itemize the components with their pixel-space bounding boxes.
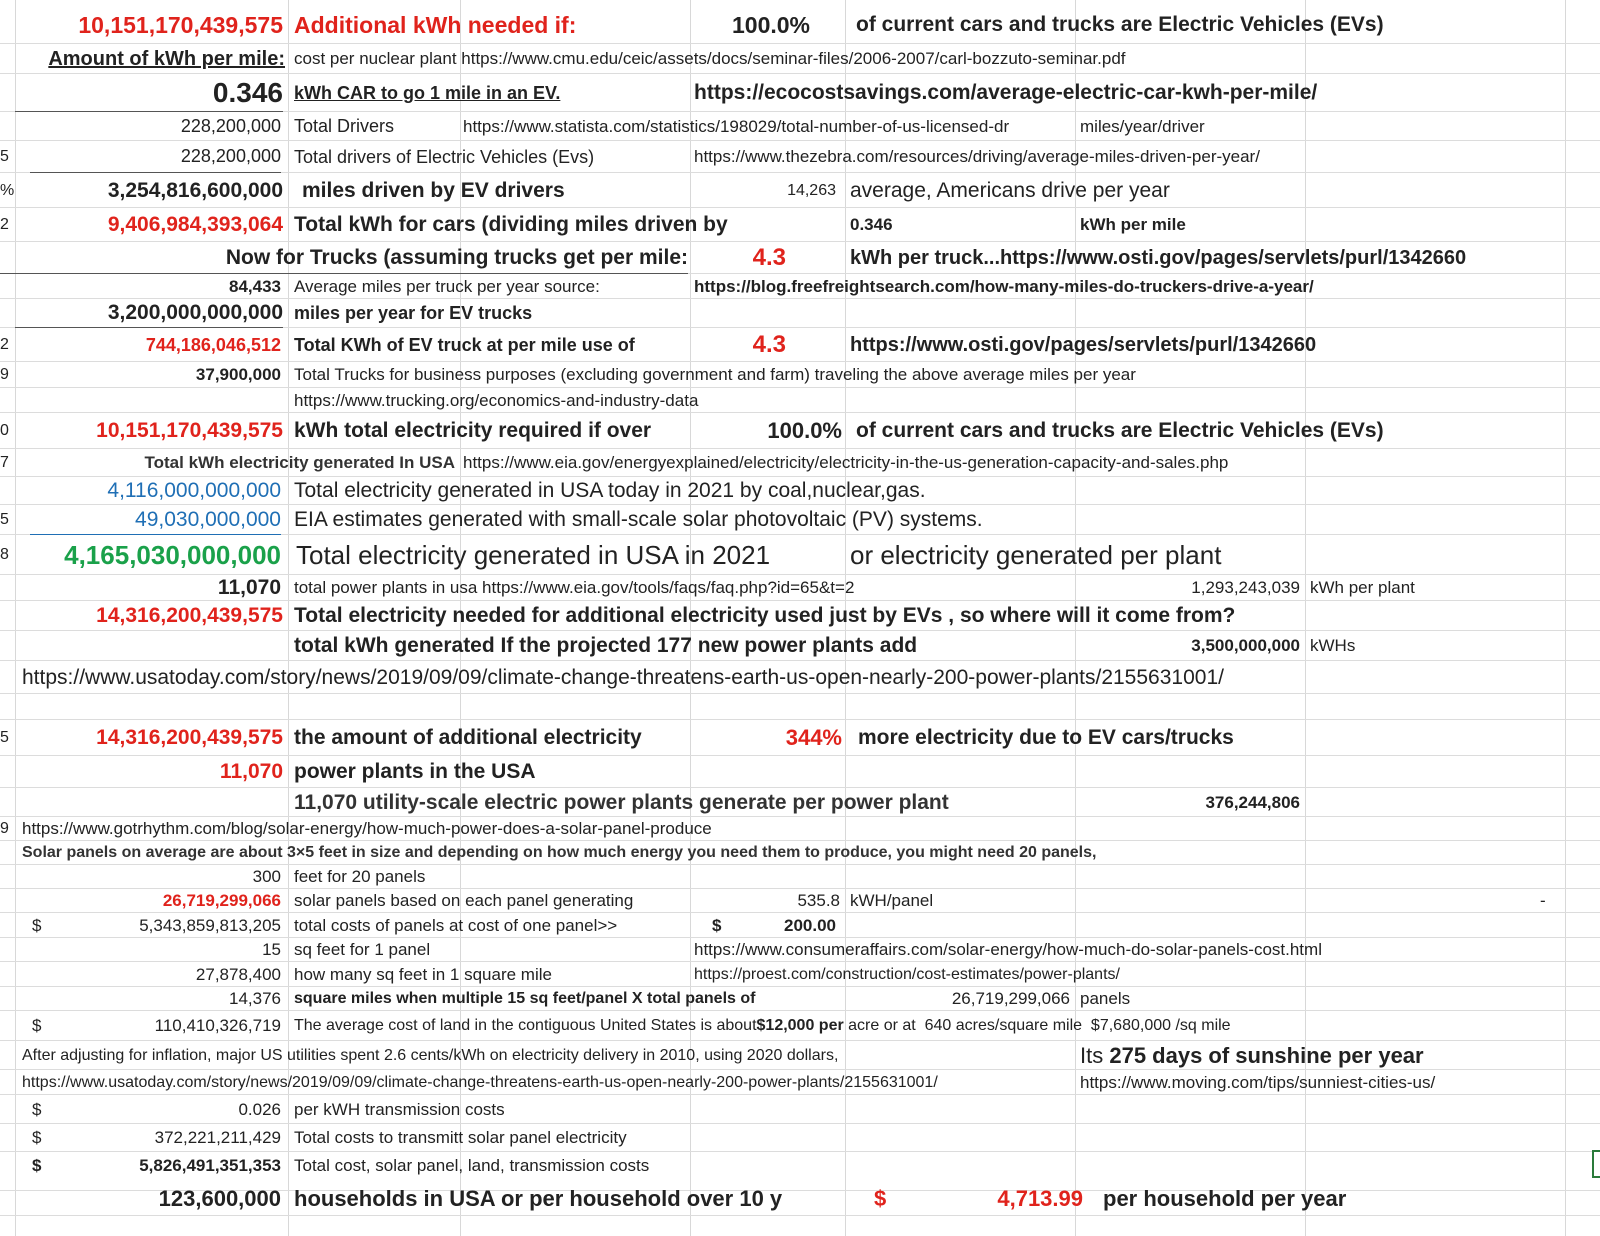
cell-ev-drivers[interactable]: 228,200,000 (30, 141, 281, 173)
cell-square-miles-label[interactable]: square miles when multiple 15 sq feet/panel X total panels of (294, 990, 756, 1007)
cell-truck-miles-label[interactable]: miles per year for EV trucks (294, 303, 533, 323)
cell-edge: 5 (0, 148, 9, 165)
sheet-row (0, 362, 1600, 388)
sheet-row (0, 74, 1600, 112)
sheet-row (0, 661, 1600, 694)
cell-kwh-panel-unit[interactable]: kWH/panel (850, 891, 934, 910)
cell-more-electricity-label[interactable]: more electricity due to EV cars/trucks (858, 726, 1234, 749)
cell-solar-note[interactable]: Solar panels on average are about 3×5 feet in size and depending on how much energy you need them to produce, you might need 20 panels, (22, 844, 1097, 861)
cell-truck-kwh-total[interactable]: 744,186,046,512 (145, 334, 281, 355)
cell-currency: $ (32, 1128, 42, 1147)
cell-total-cost[interactable]: 5,826,491,351,353 (139, 1156, 281, 1175)
cell-dash[interactable]: - (1540, 891, 1546, 910)
cell-total-generated[interactable]: 4,116,000,000,000 (107, 479, 281, 502)
cell-panels-total[interactable]: 26,719,299,066 (951, 989, 1070, 1008)
cell-ecocost-link[interactable]: https://ecocostsavings.com/average-electric-car-kwh-per-mile/ (694, 81, 1318, 104)
cell-edge: 8 (0, 546, 9, 563)
sheet-row (0, 1011, 1600, 1041)
cell-transmission-rate[interactable]: 0.026 (238, 1099, 281, 1119)
cell-total-additional-kwh[interactable]: 10,151,170,439,575 (78, 11, 283, 38)
sunshine-prefix: Its (1080, 1042, 1110, 1068)
cell-miles-year-driver[interactable]: miles/year/driver (1080, 116, 1205, 136)
sheet-row (0, 6, 1600, 44)
cell-truck-miles[interactable]: 3,200,000,000,000 (15, 299, 283, 328)
cell-panel-costs[interactable]: 5,343,859,813,205 (139, 915, 281, 935)
cell-edge: 2 (0, 216, 9, 233)
cell-sqft-sqmile-label[interactable]: how many sq feet in 1 square mile (294, 964, 552, 984)
sheet-row (0, 328, 1600, 362)
cell-total-drivers-label[interactable]: Total Drivers (294, 116, 395, 136)
cell-miles-driven-label[interactable]: miles driven by EV drivers (302, 178, 565, 202)
cell-additional-kwh-label[interactable]: Additional kWh needed if: (294, 11, 577, 38)
cell-total-generated-label[interactable]: Total electricity generated in USA today in 2021 by coal,nuclear,gas. (294, 479, 926, 502)
cell-gotrhythm-link[interactable]: https://www.gotrhythm.com/blog/solar-energy/how-much-power-does-a-solar-panel-produce (22, 819, 712, 838)
sheet-row (0, 505, 1600, 535)
cell-truck-kwh-rate[interactable]: 4.3 (752, 331, 786, 358)
cell-solar-panels-label[interactable]: solar panels based on each panel generating (294, 891, 634, 910)
cell-truck-kwh-label[interactable]: Total KWh of EV truck at per mile use of (294, 334, 635, 355)
cell-ev-percent-2[interactable]: 100.0% (767, 418, 842, 443)
sheet-row (0, 889, 1600, 913)
cell-currency: $ (32, 1016, 42, 1035)
sheet-row (0, 788, 1600, 817)
cell-edge: 5 (0, 511, 9, 528)
sheet-row (0, 1070, 1600, 1095)
cell-currency: $ (712, 915, 722, 935)
cell-statista-link[interactable]: https://www.statista.com/statistics/198029/total-number-of-us-licensed-dr (463, 116, 1010, 136)
cell-sqft-panel[interactable]: 15 (262, 940, 281, 959)
cell-total-trucks-label[interactable]: Total Trucks for business purposes (excluding government and farm) traveling the above average miles per year (294, 365, 1136, 384)
sheet-row (0, 242, 1600, 274)
cell-feet-20-panels[interactable]: 300 (252, 867, 281, 886)
cell-sqft-sqmile[interactable]: 27,878,400 (195, 964, 281, 984)
cell-total-kwh-usa-label[interactable]: Total kWh electricity generated In USA (144, 453, 455, 472)
sheet-row (0, 962, 1600, 987)
cell-ev-label-2[interactable]: of current cars and trucks are Electric Vehicles (EVs) (856, 419, 1384, 442)
sheet-row (0, 913, 1600, 938)
sheet-row (0, 413, 1600, 449)
cell-total-plants-label[interactable]: total power plants in usa https://www.eia.gov/tools/faqs/faq.php?id=65&t=2 (294, 578, 855, 597)
sheet-row (0, 938, 1600, 962)
cell-total-kwh-cars[interactable]: 9,406,984,393,064 (107, 213, 283, 236)
cell-kwh-per-plant-label[interactable]: kWh per plant (1310, 578, 1415, 597)
cell-transmission-rate-label[interactable]: per kWH transmission costs (294, 1099, 505, 1119)
sheet-row (0, 756, 1600, 788)
sheet-row (0, 1124, 1600, 1152)
cell-kwh-car-label[interactable]: kWh CAR to go 1 mile in an EV. (294, 82, 561, 103)
sheet-row (0, 388, 1600, 413)
cell-total-drivers[interactable]: 228,200,000 (180, 116, 281, 136)
sheet-row (0, 449, 1600, 477)
cell-total-plants[interactable]: 11,070 (217, 576, 281, 599)
sheet-row (0, 477, 1600, 505)
cell-square-miles[interactable]: 14,376 (229, 989, 281, 1008)
cell-per-plant-label[interactable]: or electricity generated per plant (850, 539, 1222, 570)
cell-households[interactable]: 123,600,000 (158, 1186, 281, 1211)
cell-thezebra-link[interactable]: https://www.thezebra.com/resources/driving/average-miles-driven-per-year/ (694, 147, 1260, 166)
cell-miles-per-truck[interactable]: 84,433 (229, 276, 281, 296)
cell-total-2021-label[interactable]: Total electricity generated in USA in 2021 (296, 539, 771, 570)
sheet-row (0, 841, 1600, 865)
cell-households-label[interactable]: households in USA or per household over 10 y (294, 1186, 783, 1211)
cell-edge: 5 (0, 729, 9, 746)
sheet-row (0, 865, 1600, 889)
cell-edge: 2 (0, 336, 9, 353)
cell-utility-scale-label[interactable]: 11,070 utility-scale electric power plants generate per power plant (294, 790, 949, 814)
sheet-row (0, 274, 1600, 299)
cell-average-miles[interactable]: 14,263 (787, 181, 836, 199)
cell-total-2021[interactable]: 4,165,030,000,000 (64, 539, 281, 570)
cell-feet-20-panels-label[interactable]: feet for 20 panels (294, 867, 426, 886)
cell-consumeraffairs-link[interactable]: https://www.consumeraffairs.com/solar-energy/how-much-do-solar-panels-cost.html (694, 940, 1322, 959)
cell-kwh-total-required-label[interactable]: kWh total electricity required if over (294, 419, 652, 442)
cell-land-cost[interactable]: 110,410,326,719 (154, 1016, 281, 1035)
cell-miles-driven-ev[interactable]: 3,254,816,600,000 (107, 178, 283, 202)
cell-additional-electricity-label[interactable]: the amount of additional electricity (294, 726, 642, 749)
cell-truck-kwh[interactable]: 4.3 (752, 244, 786, 271)
cell-new-plants-label[interactable]: total kWh generated If the projected 177 new power plants add (294, 634, 918, 657)
cell-sqft-panel-label[interactable]: sq feet for 1 panel (294, 940, 431, 959)
cell-plants-usa[interactable]: 11,070 (219, 760, 283, 783)
sheet-row (0, 720, 1600, 756)
sheet-row (0, 1180, 1600, 1218)
cell-moving-link[interactable]: https://www.moving.com/tips/sunniest-cities-us/ (1080, 1072, 1436, 1092)
sheet-row (0, 601, 1600, 631)
cell-kwh-per-plant[interactable]: 1,293,243,039 (1191, 578, 1300, 597)
cell-kwh-truck-link[interactable]: kWh per truck...https://www.osti.gov/pages/servlets/purl/1342660 (850, 246, 1467, 269)
cell-total-trucks[interactable]: 37,900,000 (195, 365, 281, 384)
sheet-row (0, 208, 1600, 242)
cell-usatoday-link-2[interactable]: https://www.usatoday.com/story/news/2019/09/09/climate-change-threatens-earth-us-open-nearly-200-power-plants/2155631001/ (22, 1073, 938, 1091)
cell-eia-link[interactable]: https://www.eia.gov/energyexplained/electricity/electricity-in-the-us-generation-capacity-and-sales.php (463, 453, 1229, 472)
cell-kwh-total-required[interactable]: 10,151,170,439,575 (96, 419, 283, 442)
sheet-row (0, 631, 1600, 661)
sheet-row (0, 44, 1600, 74)
cell-kwh-per-mile-value[interactable]: 0.346 (15, 74, 283, 112)
sheet-row (0, 1095, 1600, 1124)
cell-kwhs-unit[interactable]: kWHs (1310, 636, 1356, 655)
cell-total-needed-label[interactable]: Total electricity needed for additional electricity used just by EVs , so where will it come from? (294, 604, 1236, 627)
sheet-row (0, 987, 1600, 1011)
cell-ev-drivers-label[interactable]: Total drivers of Electric Vehicles (Evs) (294, 146, 595, 167)
cell-solar-generated[interactable]: 49,030,000,000 (30, 505, 281, 535)
cell-currency: $ (874, 1186, 887, 1211)
sheet-row (0, 112, 1600, 141)
cell-kwh-per-mile-label[interactable]: kWh per mile (1080, 215, 1186, 234)
sheet-row (0, 1152, 1600, 1180)
cell-average-label[interactable]: average, Americans drive per year (850, 178, 1170, 202)
cell-edge: 9 (0, 820, 9, 837)
cell-kwh-per-mile-heading[interactable]: Amount of kWh per mile: (48, 47, 285, 70)
selection-handle[interactable] (1592, 1150, 1600, 1178)
sheet-row (0, 141, 1600, 173)
sheet-row (0, 575, 1600, 601)
cell-per-household-cost[interactable]: 4,713.99 (997, 1186, 1083, 1211)
cell-solar-panels-count[interactable]: 26,719,299,066 (162, 891, 281, 910)
cell-total-kwh-cars-label[interactable]: Total kWh for cars (dividing miles driven by (294, 213, 728, 236)
cell-per-household-label[interactable]: per household per year (1103, 1186, 1347, 1211)
cell-currency: $ (32, 1156, 42, 1175)
sheet-row (0, 817, 1600, 841)
sheet-row (0, 535, 1600, 575)
cell-ev-label[interactable]: of current cars and trucks are Electric Vehicles (EVs) (856, 13, 1384, 36)
sheet-row (0, 1041, 1600, 1070)
cell-land-cost-label[interactable] (294, 1011, 1231, 1041)
cell-trucks-heading[interactable]: Now for Trucks (assuming trucks get per mile: (0, 242, 688, 274)
cell-panel-costs-label[interactable]: total costs of panels at cost of one panel>> (294, 915, 618, 935)
cell-new-plants-kwh[interactable]: 3,500,000,000 (1191, 636, 1300, 655)
sunshine-days: 275 days of sunshine per year (1109, 1042, 1424, 1068)
land-cost-text: The average cost of land in the contiguous United States is about (294, 1017, 757, 1034)
cell-edge: 9 (0, 366, 9, 383)
cell-panel-price[interactable]: 200.00 (784, 915, 836, 935)
cell-edge: 7 (0, 454, 9, 471)
cell-ev-percent[interactable]: 100.0% (731, 11, 810, 38)
cell-more-percent[interactable]: 344% (785, 725, 842, 750)
cell-edge: 0 (0, 422, 9, 439)
sheet-row (0, 173, 1600, 208)
cell-proest-link[interactable]: https://proest.com/construction/cost-estimates/power-plants/ (694, 965, 1120, 983)
cell-kwh-value[interactable]: 0.346 (850, 215, 893, 234)
land-cost-highlight: $12,000 per (756, 1017, 844, 1034)
cell-panels-unit[interactable]: panels (1080, 989, 1131, 1008)
cell-currency: $ (32, 915, 42, 935)
cell-currency: $ (32, 1099, 42, 1119)
cell-sunshine[interactable] (1080, 1041, 1424, 1070)
cell-miles-per-truck-label[interactable]: Average miles per truck per year source: (294, 276, 600, 296)
cell-freefreight-link[interactable]: https://blog.freefreightsearch.com/how-many-miles-do-truckers-drive-a-year/ (694, 276, 1314, 296)
cell-kwh-per-panel[interactable]: 535.8 (797, 891, 840, 910)
sheet-row (0, 299, 1600, 328)
cell-trucking-link[interactable]: https://www.trucking.org/economics-and-industry-data (294, 390, 699, 410)
cell-nuclear-cost-link[interactable]: cost per nuclear plant https://www.cmu.edu/ceic/assets/docs/seminar-files/2006-2007/carl-bozzuto-seminar.pdf (294, 49, 1126, 68)
cell-solar-generated-label[interactable]: EIA estimates generated with small-scale solar photovoltaic (PV) systems. (294, 508, 983, 531)
cell-total-needed[interactable]: 14,316,200,439,575 (96, 604, 283, 627)
land-cost-text-end: acre or at 640 acres/square mile $7,680,000 /sq mile (843, 1017, 1231, 1034)
cell-transmission-cost[interactable]: 372,221,211,429 (154, 1128, 281, 1147)
cell-additional-electricity[interactable]: 14,316,200,439,575 (96, 726, 283, 749)
cell-usatoday-link[interactable]: https://www.usatoday.com/story/news/2019/09/09/climate-change-threatens-earth-us-open-nearly-200-power-plants/2155631001/ (22, 665, 1224, 689)
cell-inflation-note[interactable]: After adjusting for inflation, major US utilities spent 2.6 cents/kWh on electricity delivery in 2010, using 2020 dollars, (22, 1046, 839, 1064)
cell-plants-usa-label[interactable]: power plants in the USA (294, 760, 536, 783)
cell-edge: % (0, 181, 15, 199)
cell-per-power-plant[interactable]: 376,244,806 (1205, 792, 1300, 812)
cell-transmission-cost-label[interactable]: Total costs to transmitt solar panel electricity (294, 1128, 627, 1147)
cell-total-cost-label[interactable]: Total cost, solar panel, land, transmission costs (294, 1156, 650, 1175)
cell-osti-link[interactable]: https://www.osti.gov/pages/servlets/purl/1342660 (850, 333, 1317, 356)
